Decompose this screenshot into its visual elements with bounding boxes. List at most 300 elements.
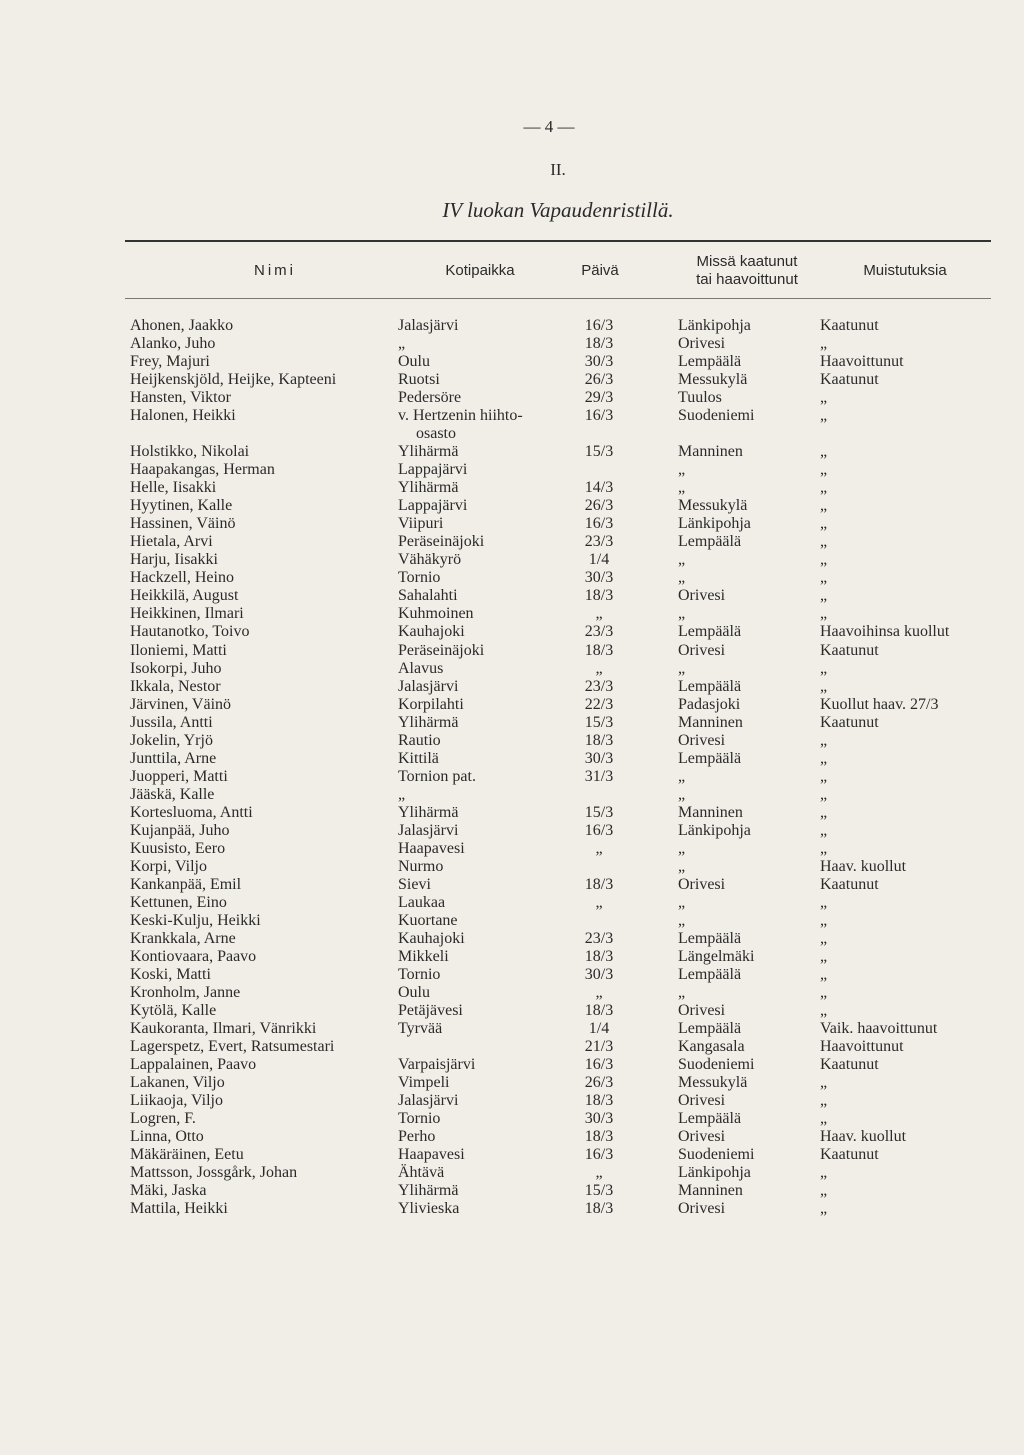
row-home: v. Hertzenin hiihto- xyxy=(398,407,523,425)
table-row xyxy=(0,750,1024,768)
row-note: „ xyxy=(820,461,828,479)
table-row xyxy=(0,822,1024,840)
row-name: Jokelin, Yrjö xyxy=(130,731,213,749)
table-row xyxy=(0,678,1024,696)
row-home: Ähtävä xyxy=(398,1164,445,1182)
row-name: Lakanen, Viljo xyxy=(130,1074,225,1092)
row-where: Orivesi xyxy=(678,731,726,749)
table-row xyxy=(0,1074,1024,1092)
table-row xyxy=(0,696,1024,714)
row-date: 1/4 xyxy=(588,551,610,569)
header-where-line2: tai haavoittunut xyxy=(696,271,798,288)
row-where: Messukylä xyxy=(678,497,748,515)
table-row xyxy=(0,642,1024,660)
row-date: 14/3 xyxy=(584,479,614,497)
row-note: „ xyxy=(820,479,828,497)
row-note: „ xyxy=(820,389,828,407)
table-row xyxy=(0,533,1024,551)
row-name: Kaukoranta, Ilmari, Vänrikki xyxy=(130,1020,317,1038)
row-home: Haapavesi xyxy=(398,839,465,857)
table-row xyxy=(0,353,1024,371)
row-where: „ xyxy=(678,857,686,875)
row-home: Kauhajoki xyxy=(398,623,465,641)
row-name: Alanko, Juho xyxy=(130,335,216,353)
row-date: 30/3 xyxy=(584,749,614,767)
table-row xyxy=(0,948,1024,966)
row-home: Peräseinäjoki xyxy=(398,641,485,659)
row-name: Linna, Otto xyxy=(130,1128,204,1146)
table-row xyxy=(0,966,1024,984)
table-row xyxy=(0,479,1024,497)
table-row xyxy=(0,407,1024,443)
row-date: 23/3 xyxy=(584,623,614,641)
row-note: „ xyxy=(820,659,828,677)
row-name: Lagerspetz, Evert, Ratsumestari xyxy=(130,1038,335,1056)
row-date: 15/3 xyxy=(584,803,614,821)
row-name: Lappalainen, Paavo xyxy=(130,1056,257,1074)
table-row xyxy=(0,984,1024,1002)
row-where: Orivesi xyxy=(678,875,726,893)
table-row xyxy=(0,623,1024,641)
table-row xyxy=(0,1110,1024,1128)
row-home: Lappajärvi xyxy=(398,461,468,479)
row-note: „ xyxy=(820,551,828,569)
row-home: Tornion pat. xyxy=(398,767,476,785)
row-date: 16/3 xyxy=(584,317,614,334)
row-home: Perho xyxy=(398,1128,436,1146)
row-date: 26/3 xyxy=(584,497,614,515)
row-where: Lempäälä xyxy=(678,749,742,767)
row-home: Ylihärmä xyxy=(398,713,459,731)
row-note: „ xyxy=(820,785,828,803)
row-note: Kuollut haav. 27/3 xyxy=(820,695,939,713)
row-where: Messukylä xyxy=(678,371,748,389)
row-home: Ylivieska xyxy=(398,1200,460,1218)
row-name: Harju, Iisakki xyxy=(130,551,218,569)
row-note: „ xyxy=(820,1182,828,1200)
row-note: Kaatunut xyxy=(820,713,879,731)
row-home: Tyrvää xyxy=(398,1020,443,1038)
row-where: Lempäälä xyxy=(678,1110,742,1128)
row-note: „ xyxy=(820,443,828,461)
row-date: 16/3 xyxy=(584,407,614,425)
row-where: „ xyxy=(678,659,686,677)
table-row xyxy=(0,461,1024,479)
row-home: Jalasjärvi xyxy=(398,677,459,695)
row-where: „ xyxy=(678,767,686,785)
row-home: Laukaa xyxy=(398,893,446,911)
row-date: 18/3 xyxy=(584,1128,614,1146)
row-name: Ahonen, Jaakko xyxy=(130,317,234,334)
row-home: Nurmo xyxy=(398,857,444,875)
row-date: 18/3 xyxy=(584,1002,614,1020)
table-header-rule xyxy=(125,298,991,299)
row-date: 15/3 xyxy=(584,1182,614,1200)
row-where: Messukylä xyxy=(678,1074,748,1092)
row-where: Manninen xyxy=(678,443,743,461)
table-row xyxy=(0,389,1024,407)
row-home: Pedersöre xyxy=(398,389,462,407)
row-name: Jääskä, Kalle xyxy=(130,785,215,803)
row-name: Keski-Kulju, Heikki xyxy=(130,911,261,929)
row-where: Lempäälä xyxy=(678,1020,742,1038)
row-date: 23/3 xyxy=(584,930,614,947)
table-row xyxy=(0,840,1024,858)
row-home: Tornio xyxy=(398,569,441,587)
row-date: „ xyxy=(595,839,603,857)
row-name: Mäkäräinen, Eetu xyxy=(130,1146,244,1164)
table-row xyxy=(0,317,1024,335)
row-note: Kaatunut xyxy=(820,1056,879,1074)
row-where: Kangasala xyxy=(678,1038,745,1056)
row-date: 26/3 xyxy=(584,1074,614,1092)
table-row xyxy=(0,768,1024,786)
row-note: „ xyxy=(820,1164,828,1182)
section-number: II. xyxy=(550,160,566,179)
row-note: „ xyxy=(820,587,828,605)
row-name: Mattila, Heikki xyxy=(130,1200,228,1218)
row-date: 29/3 xyxy=(584,389,614,407)
row-where: „ xyxy=(678,605,686,623)
header-where xyxy=(672,253,822,289)
row-note: „ xyxy=(820,930,828,947)
row-note: Kaatunut xyxy=(820,641,879,659)
row-name: Haapakangas, Herman xyxy=(130,461,275,479)
row-home: Oulu xyxy=(398,984,430,1002)
row-name: Heijkenskjöld, Heijke, Kapteeni xyxy=(130,371,337,389)
table-row xyxy=(0,786,1024,804)
header-notes: Muistutuksia xyxy=(863,262,947,279)
row-home: Lappajärvi xyxy=(398,497,468,515)
row-where: Länkipohja xyxy=(678,317,751,334)
row-home: Petäjävesi xyxy=(398,1002,463,1020)
row-home: Varpaisjärvi xyxy=(398,1056,476,1074)
row-home: „ xyxy=(398,785,406,803)
row-name: Iloniemi, Matti xyxy=(130,641,227,659)
row-name: Hansten, Viktor xyxy=(130,389,231,407)
row-note: Haavoihinsa kuollut xyxy=(820,623,950,641)
table-row xyxy=(0,1002,1024,1020)
row-where: „ xyxy=(678,911,686,929)
row-name: Hietala, Arvi xyxy=(130,533,213,551)
page-number: — 4 — xyxy=(523,117,575,136)
table-row xyxy=(0,1020,1024,1038)
table-row xyxy=(0,569,1024,587)
row-where: Länkipohja xyxy=(678,515,751,533)
row-home: Korpilahti xyxy=(398,695,464,713)
header-date: Päivä xyxy=(581,262,619,279)
row-note: „ xyxy=(820,839,828,857)
page-title: IV luokan Vapaudenristillä. xyxy=(442,198,674,222)
row-where: Orivesi xyxy=(678,587,726,605)
row-date: 18/3 xyxy=(584,641,614,659)
row-date: 18/3 xyxy=(584,335,614,353)
row-name: Mäki, Jaska xyxy=(130,1182,207,1200)
table-row xyxy=(0,1182,1024,1200)
row-date: „ xyxy=(595,984,603,1002)
row-name: Hassinen, Väinö xyxy=(130,515,236,533)
row-note: „ xyxy=(820,1092,828,1110)
row-name: Järvinen, Väinö xyxy=(130,695,232,713)
row-where: Länkipohja xyxy=(678,821,751,839)
row-note: „ xyxy=(820,1200,828,1218)
row-where: Orivesi xyxy=(678,335,726,353)
row-date: „ xyxy=(595,893,603,911)
row-note: „ xyxy=(820,569,828,587)
row-note: „ xyxy=(820,1074,828,1092)
row-note: „ xyxy=(820,966,828,984)
row-where: Orivesi xyxy=(678,1200,726,1218)
row-note: „ xyxy=(820,948,828,966)
row-where: „ xyxy=(678,551,686,569)
row-where: Lempäälä xyxy=(678,353,742,371)
row-where: Lempäälä xyxy=(678,677,742,695)
row-where: Suodeniemi xyxy=(678,1056,755,1074)
table-row xyxy=(0,894,1024,912)
table-row xyxy=(0,515,1024,533)
row-note: Kaatunut xyxy=(820,317,879,334)
row-date: 16/3 xyxy=(584,515,614,533)
row-home: Ylihärmä xyxy=(398,803,459,821)
table-row xyxy=(0,443,1024,461)
row-name: Hyytinen, Kalle xyxy=(130,497,233,515)
row-name: Liikaoja, Viljo xyxy=(130,1092,223,1110)
row-name: Kankanpää, Emil xyxy=(130,875,242,893)
row-date: 23/3 xyxy=(584,533,614,551)
table-row xyxy=(0,876,1024,894)
row-home: Peräseinäjoki xyxy=(398,533,485,551)
row-name: Korpi, Viljo xyxy=(130,857,207,875)
row-home: Sahalahti xyxy=(398,587,458,605)
row-note: Haav. kuollut xyxy=(820,1128,907,1146)
table-top-rule xyxy=(125,240,991,242)
row-home: Kuortane xyxy=(398,911,458,929)
table-row xyxy=(0,930,1024,948)
row-name: Hackzell, Heino xyxy=(130,569,234,587)
table-row xyxy=(0,858,1024,876)
row-note: Haavoittunut xyxy=(820,353,904,371)
row-name: Heikkilä, August xyxy=(130,587,239,605)
row-where: „ xyxy=(678,569,686,587)
row-home-continued: osasto xyxy=(416,425,456,443)
row-name: Heikkinen, Ilmari xyxy=(130,605,244,623)
table-row xyxy=(0,714,1024,732)
table-row xyxy=(0,804,1024,822)
row-date: „ xyxy=(595,1164,603,1182)
row-note: „ xyxy=(820,821,828,839)
table-row xyxy=(0,912,1024,930)
row-date: „ xyxy=(595,659,603,677)
row-date: 16/3 xyxy=(584,821,614,839)
row-date: 23/3 xyxy=(584,677,614,695)
row-where: Längelmäki xyxy=(678,948,755,966)
row-name: Hautanotko, Toivo xyxy=(130,623,250,641)
header-where-line1: Missä kaatunut xyxy=(696,253,798,270)
row-where: „ xyxy=(678,785,686,803)
row-where: Orivesi xyxy=(678,641,726,659)
row-date: 16/3 xyxy=(584,1056,614,1074)
row-note: „ xyxy=(820,731,828,749)
table-row xyxy=(0,551,1024,569)
table-row xyxy=(0,605,1024,623)
row-note: „ xyxy=(820,605,828,623)
row-date: 18/3 xyxy=(584,1092,614,1110)
row-note: Haav. kuollut xyxy=(820,857,907,875)
table-row xyxy=(0,587,1024,605)
table-row xyxy=(0,660,1024,678)
row-name: Helle, Iisakki xyxy=(130,479,217,497)
row-note: „ xyxy=(820,497,828,515)
row-home: Ylihärmä xyxy=(398,479,459,497)
row-name: Kytölä, Kalle xyxy=(130,1002,217,1020)
table-row xyxy=(0,1200,1024,1218)
row-home: Jalasjärvi xyxy=(398,317,459,334)
header-name: Nimi xyxy=(254,262,296,279)
row-home: Rautio xyxy=(398,731,441,749)
table-row xyxy=(0,1092,1024,1110)
row-where: Orivesi xyxy=(678,1128,726,1146)
table-row xyxy=(0,371,1024,389)
row-home: Oulu xyxy=(398,353,430,371)
row-name: Logren, F. xyxy=(130,1110,196,1128)
row-where: Manninen xyxy=(678,1182,743,1200)
row-note: „ xyxy=(820,893,828,911)
row-where: „ xyxy=(678,461,686,479)
row-name: Kontiovaara, Paavo xyxy=(130,948,257,966)
row-date: 31/3 xyxy=(584,767,614,785)
table-row xyxy=(0,1056,1024,1074)
row-where: „ xyxy=(678,479,686,497)
row-note: „ xyxy=(820,533,828,551)
row-date: 30/3 xyxy=(584,569,614,587)
table-row xyxy=(0,497,1024,515)
row-note: „ xyxy=(820,911,828,929)
row-where: „ xyxy=(678,984,686,1002)
row-home: Mikkeli xyxy=(398,948,449,966)
row-home: Vimpeli xyxy=(398,1074,450,1092)
row-name: Krankkala, Arne xyxy=(130,930,236,947)
row-name: Kortesluoma, Antti xyxy=(130,803,253,821)
row-date: 26/3 xyxy=(584,371,614,389)
header-home: Kotipaikka xyxy=(445,262,515,279)
table-row xyxy=(0,1164,1024,1182)
row-name: Frey, Majuri xyxy=(130,353,210,371)
row-note: „ xyxy=(820,677,828,695)
row-home: Kuhmoinen xyxy=(398,605,474,623)
row-where: Suodeniemi xyxy=(678,407,755,425)
row-date: 18/3 xyxy=(584,1200,614,1218)
row-home: Jalasjärvi xyxy=(398,821,459,839)
row-note: Kaatunut xyxy=(820,875,879,893)
row-date: 18/3 xyxy=(584,731,614,749)
row-note: Haavoittunut xyxy=(820,1038,904,1056)
row-note: „ xyxy=(820,984,828,1002)
row-home: „ xyxy=(398,335,406,353)
row-note: „ xyxy=(820,1002,828,1020)
table-row xyxy=(0,1128,1024,1146)
row-home: Tornio xyxy=(398,1110,441,1128)
row-home: Alavus xyxy=(398,659,444,677)
row-date: 18/3 xyxy=(584,587,614,605)
row-home: Kauhajoki xyxy=(398,930,465,947)
row-name: Holstikko, Nikolai xyxy=(130,443,250,461)
row-date: 30/3 xyxy=(584,966,614,984)
row-home: Ylihärmä xyxy=(398,1182,459,1200)
row-where: Lempäälä xyxy=(678,930,742,947)
row-name: Kettunen, Eino xyxy=(130,893,227,911)
row-date: 18/3 xyxy=(584,875,614,893)
row-where: Orivesi xyxy=(678,1002,726,1020)
row-note: Vaik. haavoittunut xyxy=(820,1020,938,1038)
row-name: Isokorpi, Juho xyxy=(130,659,222,677)
row-date: 30/3 xyxy=(584,1110,614,1128)
row-home: Sievi xyxy=(398,875,431,893)
row-name: Kronholm, Janne xyxy=(130,984,241,1002)
row-where: Padasjoki xyxy=(678,695,741,713)
row-name: Koski, Matti xyxy=(130,966,211,984)
row-name: Kujanpää, Juho xyxy=(130,821,230,839)
row-note: „ xyxy=(820,767,828,785)
row-name: Halonen, Heikki xyxy=(130,407,236,425)
row-where: Lempäälä xyxy=(678,533,742,551)
row-note: „ xyxy=(820,749,828,767)
row-date: 15/3 xyxy=(584,443,614,461)
row-note: Kaatunut xyxy=(820,1146,879,1164)
row-where: Lempäälä xyxy=(678,623,742,641)
row-note: „ xyxy=(820,1110,828,1128)
row-home: Ruotsi xyxy=(398,371,440,389)
row-note: „ xyxy=(820,335,828,353)
row-home: Tornio xyxy=(398,966,441,984)
row-date: 16/3 xyxy=(584,1146,614,1164)
row-note: „ xyxy=(820,407,828,425)
row-where: Suodeniemi xyxy=(678,1146,755,1164)
row-date: 18/3 xyxy=(584,948,614,966)
row-home: Haapavesi xyxy=(398,1146,465,1164)
row-date: „ xyxy=(595,605,603,623)
row-home: Ylihärmä xyxy=(398,443,459,461)
table-row xyxy=(0,732,1024,750)
row-date: 22/3 xyxy=(584,695,614,713)
row-where: Lempäälä xyxy=(678,966,742,984)
row-where: Orivesi xyxy=(678,1092,726,1110)
row-home: Jalasjärvi xyxy=(398,1092,459,1110)
row-date: 21/3 xyxy=(584,1038,614,1056)
row-where: Manninen xyxy=(678,803,743,821)
row-date: 15/3 xyxy=(584,713,614,731)
table-body xyxy=(0,317,1024,1219)
row-note: „ xyxy=(820,803,828,821)
row-name: Ikkala, Nestor xyxy=(130,677,221,695)
row-date: 30/3 xyxy=(584,353,614,371)
row-home: Viipuri xyxy=(398,515,444,533)
row-note: „ xyxy=(820,515,828,533)
row-name: Juopperi, Matti xyxy=(130,767,228,785)
table-row xyxy=(0,1146,1024,1164)
row-where: Tuulos xyxy=(678,389,722,407)
row-name: Junttila, Arne xyxy=(130,749,217,767)
row-note: Kaatunut xyxy=(820,371,879,389)
row-home: Kittilä xyxy=(398,749,439,767)
row-home: Vähäkyrö xyxy=(398,551,462,569)
table-row xyxy=(0,1038,1024,1056)
row-name: Mattsson, Jossgårk, Johan xyxy=(130,1164,298,1182)
row-name: Kuusisto, Eero xyxy=(130,839,226,857)
row-where: Länkipohja xyxy=(678,1164,751,1182)
row-where: „ xyxy=(678,893,686,911)
row-where: „ xyxy=(678,839,686,857)
row-name: Jussila, Antti xyxy=(130,713,213,731)
